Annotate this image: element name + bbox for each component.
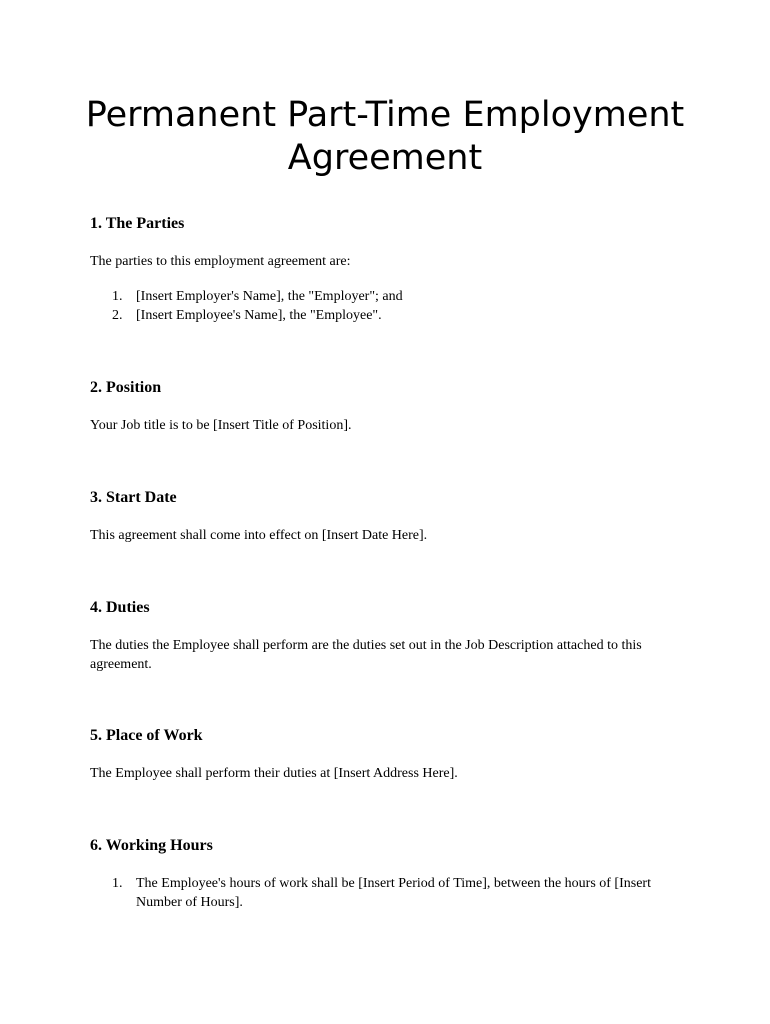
section-text: The Employee shall perform their duties at [Insert Address Here]. bbox=[90, 766, 458, 781]
section-heading: 4. Duties bbox=[90, 599, 150, 616]
section-text: The parties to this employment agreement are: bbox=[90, 254, 351, 269]
section-heading: 3. Start Date bbox=[90, 489, 177, 506]
section-heading: 1. The Parties bbox=[90, 215, 185, 232]
section-heading: 6. Working Hours bbox=[90, 837, 213, 854]
section-text: This agreement shall come into effect on [Insert Date Here]. bbox=[90, 528, 428, 543]
parties-list bbox=[90, 287, 670, 325]
section-text: The duties the Employee shall perform are the duties set out in the Job Description attached to this agreement. bbox=[90, 638, 642, 672]
list-item: 1. [Insert Employer's Name], the "Employer"; and bbox=[112, 289, 403, 304]
section-heading: 2. Position bbox=[90, 379, 162, 396]
hours-list bbox=[90, 874, 660, 912]
section-heading: 5. Place of Work bbox=[90, 727, 203, 744]
list-item: 2. [Insert Employee's Name], the "Employee". bbox=[112, 308, 382, 323]
list-item: 1. The Employee's hours of work shall be [Insert Period of Time], between the hours of [Insert Number of Hours]. bbox=[112, 876, 651, 910]
section-text: Your Job title is to be [Insert Title of Position]. bbox=[90, 418, 352, 433]
document-title: Permanent Part-Time Employment Agreement bbox=[85, 95, 685, 178]
